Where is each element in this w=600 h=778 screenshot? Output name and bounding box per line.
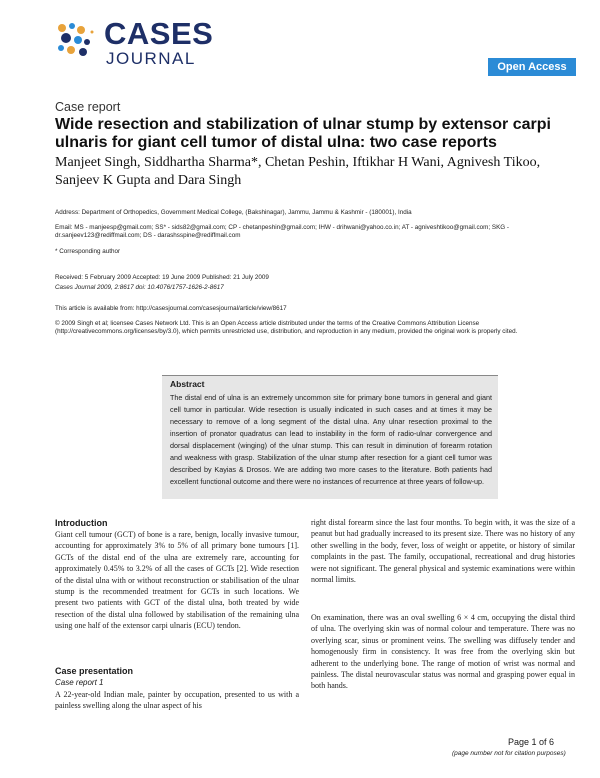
right-column-paragraph-1: right distal forearm since the last four months. To begin with, it was the size of a peanut but had gradually increased to its present size. There was no history of any other swelling in the body, fever, loss of weight or appetite, or history of similar complaints in the past. The family, occupational, recreational and drug histories were not significant. The general physical and systemic examinations were within normal limits. xyxy=(311,518,575,585)
citation-line: Cases Journal 2009, 2:8617 doi: 10.4076/1757-1626-2-8617 xyxy=(55,284,224,291)
article-type: Case report xyxy=(55,100,121,114)
page-number-note: (page number not for citation purposes) xyxy=(452,750,566,757)
right-column-paragraph-2: On examination, there was an oval swelling 6 × 4 cm, occupying the distal third of ulna. The overlying skin was of normal colour and temperature. There was no overlying scar, sinus or prominent veins. The swelling was diffusely tender and homogenously firm in consistency. It was free from the overlying skin but adherent to the underlying bone. The range of motion of wrist was normal and painless. The distal neurovascular status was normal and grasping power equal in both hands. xyxy=(311,613,575,691)
abstract-text: The distal end of ulna is an extremely uncommon site for primary bone tumors in general and giant cell tumor in particular. Wide resection is usually indicated in such cases and at times it may be necessary to remove of a long segment of the distal ulna. Any ulnar resection proximal to the insertion of pronator quadratus can lead to instability in the form of radio-ulnar convergence and dorsal displacement (winging) of the ulnar stump. This can result in diminution of forearm rotation and weakness with grasp. Stabilization of the ulnar stump after resection for a giant cell tumor was described by Kayias & Drosos. We are adding two more cases to the literature. Both patients had excellent functional outcome and there were no instances of recurrence at three years of follow-up. xyxy=(170,393,492,486)
article-url[interactable]: This article is available from: http://casesjournal.com/casesjournal/article/view/8617 xyxy=(55,305,287,312)
author-address: Address: Department of Orthopedics, Government Medical College, (Bakshinagar), Jammu, Jammu & Kashmir - (180001), India xyxy=(55,209,412,216)
abstract-heading: Abstract xyxy=(170,379,205,389)
case-report-1-heading: Case report 1 xyxy=(55,678,104,687)
open-access-badge: Open Access xyxy=(488,58,576,76)
page-number: Page 1 of 6 xyxy=(508,737,555,747)
publication-dates: Received: 5 February 2009 Accepted: 19 June 2009 Published: 21 July 2009 xyxy=(55,274,269,281)
abstract-divider xyxy=(162,375,498,376)
introduction-paragraph: Giant cell tumour (GCT) of bone is a rare, benign, locally invasive tumour, accounting for approximately 3% to 5% of all primary bone tumours [1]. GCTs of the distal end of the ulna are extremely rare, accounting for approximately 0.45% to 3.2% of all the cases of GCTs [2]. Wide resection of the distal ulna with or without reconstruction or stabilisation of the ulnar stump is the recommended treatment for GCTs in such locations. We present two patients with GCT of the distal ulna, both treated by wide resection of the distal ulna followed by stabilisation of the remaining ulna using one half of the extensor carpi ulnaris (ECU) tendon. xyxy=(55,530,299,631)
author-emails: Email: MS - manjeesp@gmail.com; SS* - sids82@gmail.com; CP - chetanpeshin@gmail.com; IHW - drihwani@yahoo.co.in; AT - agniveshtikoo@gmail.com; SKG - dr.sanjeev123@rediffmail.com; DS - darashsspine@rediffmail.com xyxy=(55,224,510,239)
logo-text-cases: CASES xyxy=(104,16,214,51)
logo-bubbles-icon xyxy=(54,20,94,60)
author-list: Manjeet Singh, Siddhartha Sharma*, Chetan Peshin, Iftikhar H Wani, Agnivesh Tikoo, Sanjeev K Gupta and Dara Singh xyxy=(55,155,541,188)
corresponding-author-note: * Corresponding author xyxy=(55,248,121,255)
case-report-1-paragraph: A 22-year-old Indian male, painter by occupation, presented to us with a painless swelling along the ulnar aspect of his xyxy=(55,690,299,711)
journal-logo xyxy=(54,16,214,76)
article-title: Wide resection and stabilization of ulnar stump by extensor carpi ulnaris for giant cell tumor of distal ulna: two case reports xyxy=(55,116,551,151)
copyright-notice: © 2009 Singh et al; licensee Cases Network Ltd. This is an Open Access article distributed under the terms of the Creative Commons Attribution License (http://creativecommons.org/licenses/by/3.0), which permits unrestricted use, distribution, and reproduction in any medium, provided the original work is properly cited. xyxy=(55,320,518,335)
introduction-heading: Introduction xyxy=(55,518,108,528)
logo-text-journal: JOURNAL xyxy=(106,49,196,68)
case-presentation-heading: Case presentation xyxy=(55,666,134,676)
